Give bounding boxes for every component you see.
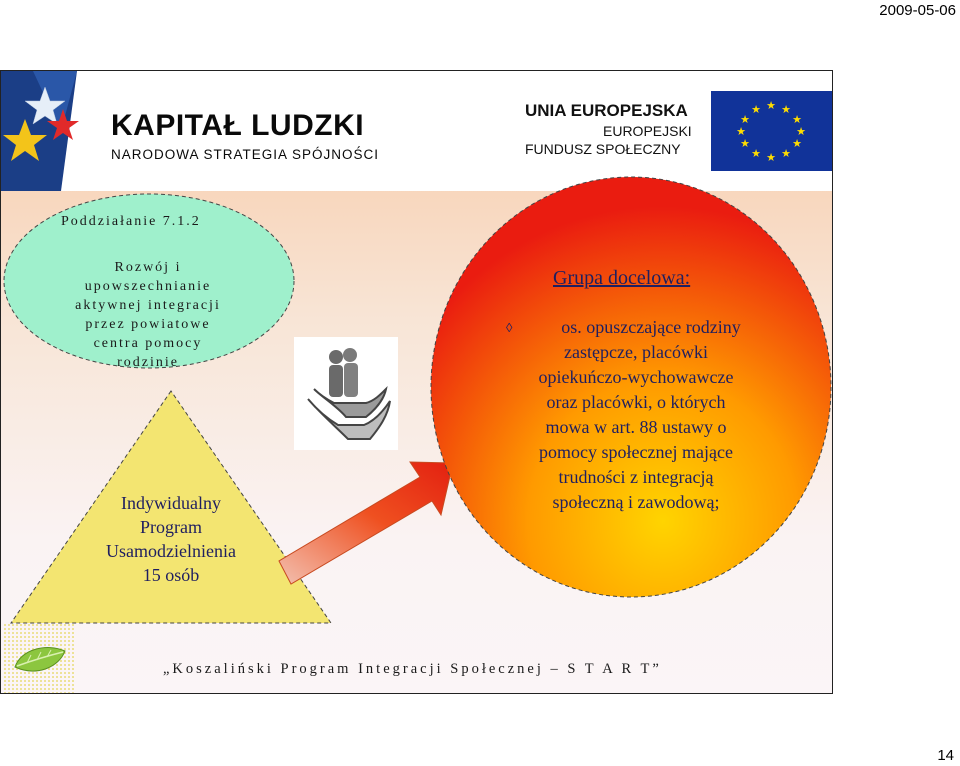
target-line: zastępcze, placówki [564,342,708,362]
eu-label-line2: EUROPEJSKI [603,123,692,139]
program-line: Indywidualny [121,493,221,513]
target-group-title: Grupa docelowa: [553,267,691,289]
target-group-description [506,315,766,515]
subaction-label: Poddziałanie 7.1.2 [61,214,201,229]
program-line: 15 osób [142,565,200,585]
bullet-diamond-icon: ◊ [506,320,513,335]
leaf-logo-icon [3,623,75,693]
svg-text:★: ★ [792,137,802,150]
target-line: oraz placówki, o których [546,392,726,412]
footer-program-name: „Koszaliński Program Integracji Społecznej – S T A R T” [163,661,662,677]
svg-text:★: ★ [781,147,791,160]
svg-text:★: ★ [751,147,761,160]
kapital-ludzki-subtitle: NARODOWA STRATEGIA SPÓJNOŚCI [111,147,380,162]
page-number: 14 [937,747,954,764]
measure-line: aktywnej integracji [75,298,221,313]
svg-text:★: ★ [736,125,746,138]
page-date: 2009-05-06 [879,2,956,19]
svg-text:★: ★ [751,103,761,116]
hands-holding-people-icon [294,337,398,450]
program-description [71,491,271,587]
svg-text:★: ★ [796,125,806,138]
svg-text:★: ★ [792,113,802,126]
measure-line: centra pomocy [93,336,203,351]
measure-line: Rozwój i [114,260,182,275]
measure-description [53,258,243,372]
pointing-arrow [279,462,453,584]
target-line: mowa w art. 88 ustawy o [545,417,727,437]
measure-line: rodzinie [117,355,179,370]
hands-clipart [294,337,398,450]
measure-line: upowszechnianie [84,279,212,294]
target-line: trudności z integracją [558,467,714,487]
eu-label-line3: FUNDUSZ SPOŁECZNY [525,141,681,157]
target-line: opiekuńczo-wychowawcze [538,367,734,387]
program-line: Usamodzielnienia [106,541,236,561]
measure-line: przez powiatowe [85,317,211,332]
svg-text:★: ★ [740,137,750,150]
target-line: os. opuszczające rodziny [561,317,741,337]
kapital-ludzki-title: KAPITAŁ LUDZKI [111,109,365,142]
svg-text:★: ★ [766,99,776,112]
eu-label-line1: UNIA EUROPEJSKA [525,101,688,120]
svg-text:★: ★ [740,113,750,126]
slide [0,70,833,694]
program-line: Program [140,517,202,537]
target-line: społeczną i zawodową; [552,492,720,512]
svg-text:★: ★ [766,151,776,164]
target-line: pomocy społecznej mające [539,442,733,462]
svg-text:★: ★ [781,103,791,116]
